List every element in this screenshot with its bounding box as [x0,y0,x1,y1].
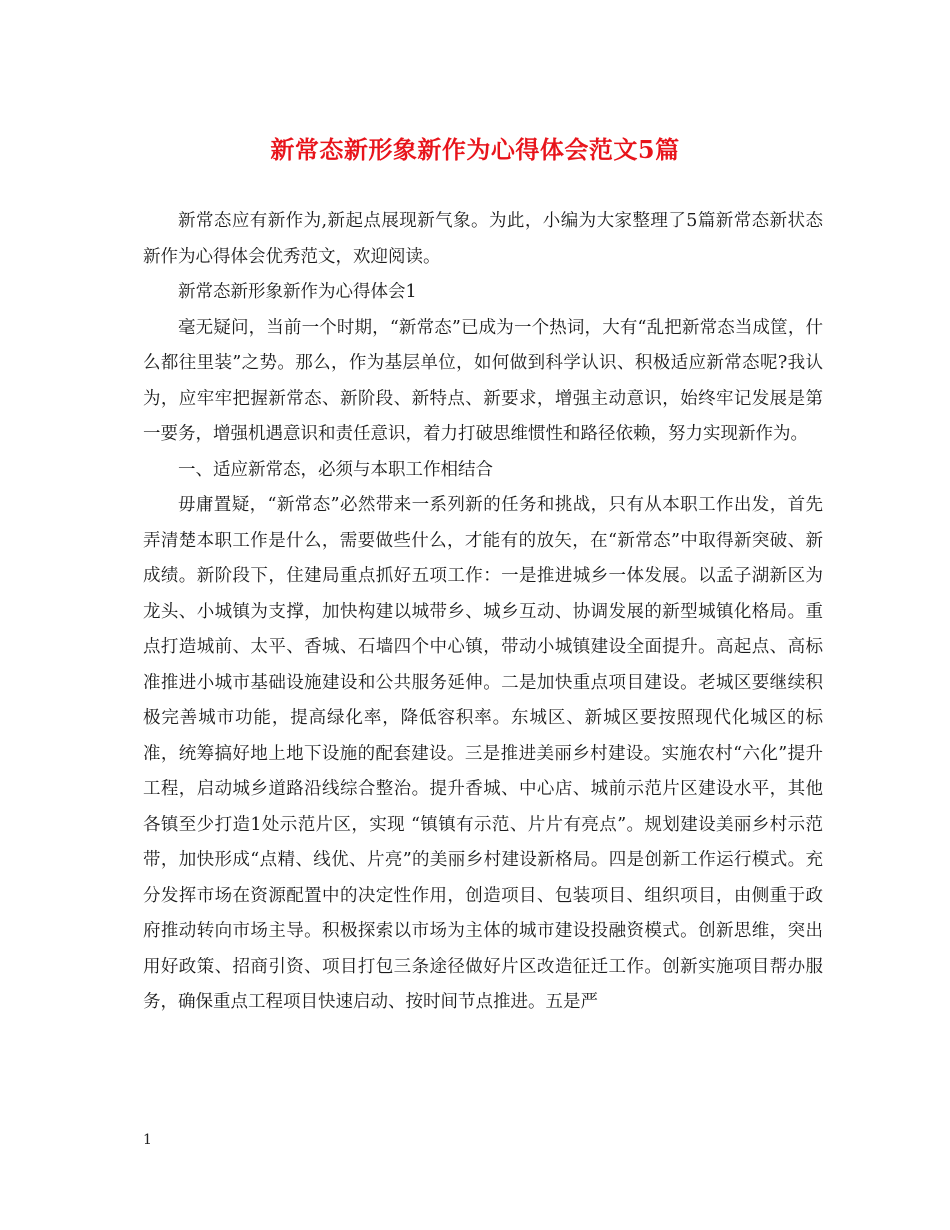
section-heading: 新常态新形象新作为心得体会1 [178,282,417,302]
body-paragraph: 毫无疑问，当前一个时期，“新常态”已成为一个热词，大有“乱把新常态当成筐，什么都往里装”之势。那么，作为基层单位，如何做到科学认识、积极适应新常态呢?我认为，应牢牢把握新常态、新阶段、新特点、新要求，增强主动意识，始终牢记发展是第一要务，增强机遇意识和责任意识，着力打破思维惯性和路径依赖，努力实现新作为。 [143,317,823,444]
intro-paragraph: 新常态应有新作为,新起点展现新气象。为此，小编为大家整理了5篇新常态新状态新作为心得体会优秀范文，欢迎阅读。 [143,211,823,267]
document-title: 新常态新形象新作为心得体会范文5篇 [270,135,680,164]
body-paragraph: 毋庸置疑，“新常态”必然带来一系列新的任务和挑战，只有从本职工作出发，首先弄清楚本职工作是什么，需要做些什么，才能有的放矢，在“新常态”中取得新突破、新成绩。新阶段下，住建局重点抓好五项工作：一是推进城乡一体发展。以孟子湖新区为龙头、小城镇为支撑，加快构建以城带乡、城乡互动、协调发展的新型城镇化格局。重点打造城前、太平、香城、石墙四个中心镇，带动小城镇建设全面提升。高起点、高标准推进小城市基础设施建设和公共服务延伸。二是加快重点项目建设。老城区要继续积极完善城市功能，提高绿化率，降低容积率。东城区、新城区要按照现代化城区的标准，统筹搞好地上地下设施的配套建设。三是推进美丽乡村建设。实施农村“六化”提升工程，启动城乡道路沿线综合整治。提升香城、中心店、城前示范片区建设水平，其他各镇至少打造1处示范片区，实现 “镇镇有示范、片片有亮点”。规划建设美丽乡村示范带，加快形成“点精、线优、片亮”的美丽乡村建设新格局。四是创新工作运行模式。充分发挥市场在资源配置中的决定性作用，创造项目、包装项目、组织项目，由侧重于政府推动转向市场主导。积极探索以市场为主体的城市建设投融资模式。创新思维，突出用好政策、招商引资、项目打包三条途径做好片区改造征迁工作。创新实施项目帮办服务，确保重点工程项目快速启动、按时间节点推进。五是严 [143,495,823,1012]
subsection-heading: 一、适应新常态，必须与本职工作相结合 [178,459,493,480]
document-body [143,204,823,1021]
page-number: 1 [143,1132,152,1148]
